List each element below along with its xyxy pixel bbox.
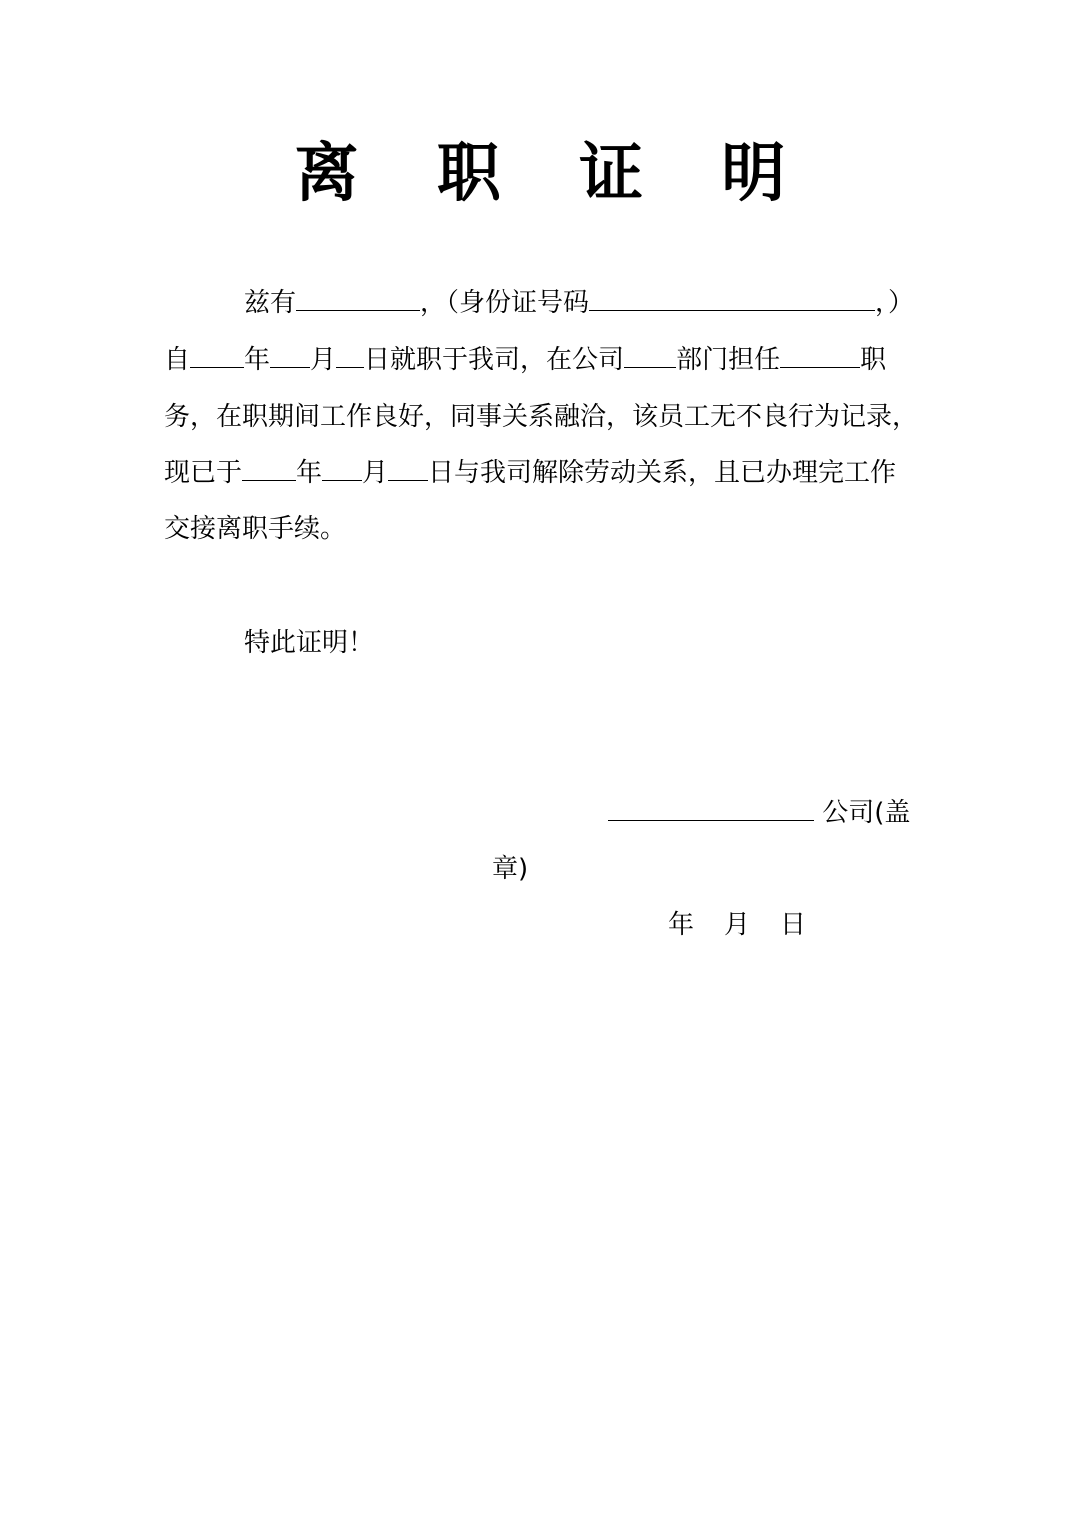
paragraph-line-3: 务，在职期间工作良好，同事关系融洽，该员工无不良行为记录， bbox=[164, 402, 919, 432]
paragraph-line-5: 交接离职手续。 bbox=[164, 514, 347, 544]
company-signature bbox=[608, 796, 910, 830]
end-year-blank[interactable] bbox=[242, 456, 296, 481]
name-blank[interactable] bbox=[296, 286, 420, 311]
start-day-blank[interactable] bbox=[336, 343, 364, 368]
text-segment: 兹有 bbox=[244, 288, 297, 318]
page-title: 离 职 证 明 bbox=[294, 136, 814, 211]
id-number-blank[interactable] bbox=[589, 286, 875, 311]
text-segment: ，（身份证号码 bbox=[420, 288, 590, 318]
paragraph-line-4 bbox=[164, 456, 896, 490]
text-segment: 日就职于我司，在公司 bbox=[364, 345, 625, 375]
text-segment: 部门担任 bbox=[676, 345, 781, 375]
text-segment: 日与我司解除劳动关系，且已办理完工作 bbox=[428, 458, 897, 488]
text-segment: 月 bbox=[362, 458, 389, 488]
text-segment: 现已于 bbox=[164, 458, 243, 488]
date-day-label: 日 bbox=[780, 910, 807, 940]
end-day-blank[interactable] bbox=[388, 456, 428, 481]
text-segment: 职 bbox=[860, 345, 887, 375]
date-year-label: 年 bbox=[668, 910, 695, 940]
department-blank[interactable] bbox=[624, 343, 676, 368]
paragraph-line-1 bbox=[244, 286, 914, 320]
text-segment: 自 bbox=[164, 345, 191, 375]
position-blank[interactable] bbox=[780, 343, 860, 368]
text-segment: ，） bbox=[875, 288, 915, 318]
company-seal-label: 公司(盖 bbox=[822, 798, 911, 828]
start-year-blank[interactable] bbox=[190, 343, 244, 368]
end-month-blank[interactable] bbox=[322, 456, 362, 481]
text-segment: 月 bbox=[310, 345, 337, 375]
start-month-blank[interactable] bbox=[270, 343, 310, 368]
text-segment: 年 bbox=[244, 345, 271, 375]
company-name-blank[interactable] bbox=[608, 796, 814, 821]
date-month-label: 月 bbox=[724, 910, 751, 940]
signature-date bbox=[668, 908, 806, 942]
company-seal-label-cont: 章) bbox=[492, 854, 529, 884]
text-segment: 年 bbox=[296, 458, 323, 488]
paragraph-line-2 bbox=[164, 343, 886, 377]
closing-text: 特此证明！ bbox=[244, 628, 375, 658]
